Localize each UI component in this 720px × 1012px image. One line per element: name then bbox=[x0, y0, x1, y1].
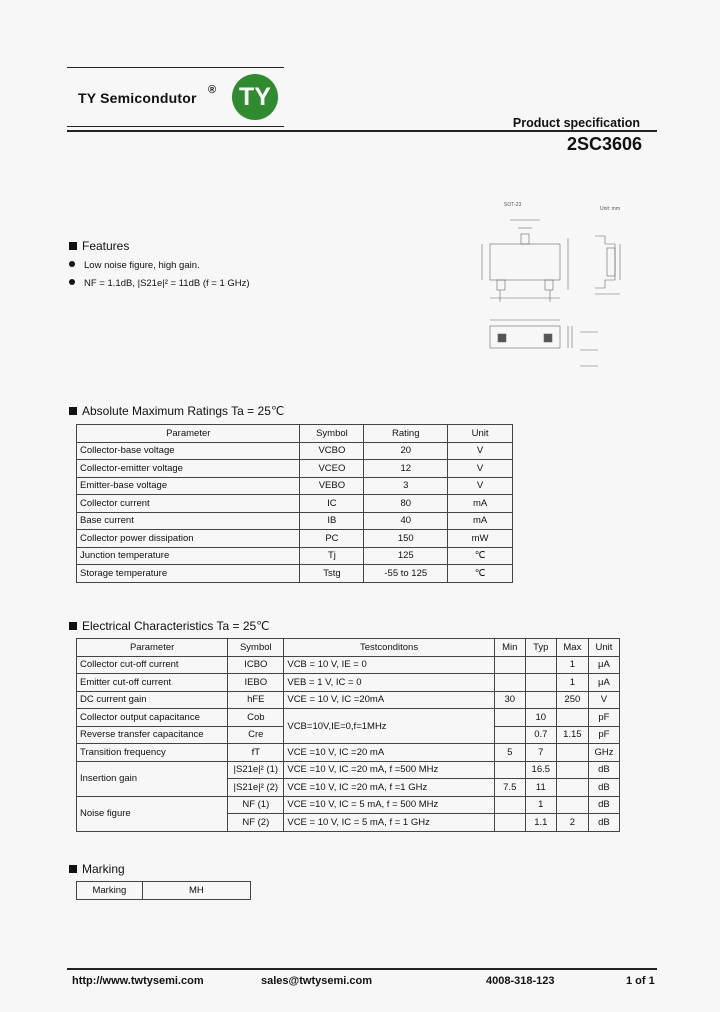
column-header: Typ bbox=[525, 639, 556, 657]
symbol-cell: Cre bbox=[228, 726, 284, 744]
bullet-icon bbox=[69, 279, 75, 285]
column-header: Unit bbox=[588, 639, 619, 657]
marking-table bbox=[76, 881, 251, 900]
symbol-cell: NF (2) bbox=[228, 814, 284, 832]
column-header: Min bbox=[494, 639, 525, 657]
marking-value: MH bbox=[142, 882, 250, 900]
package-name: SOT-23 bbox=[504, 202, 522, 208]
min-cell bbox=[494, 814, 525, 832]
typ-cell: 11 bbox=[525, 779, 556, 797]
condition-cell: VCE =10 V, IC =20 mA, f =500 MHz bbox=[284, 761, 494, 779]
column-header: Rating bbox=[364, 425, 448, 443]
max-cell bbox=[556, 761, 588, 779]
max-cell bbox=[556, 744, 588, 762]
table-row bbox=[77, 512, 513, 530]
min-cell bbox=[494, 656, 525, 674]
unit-cell: mW bbox=[448, 530, 513, 548]
table-row bbox=[77, 477, 513, 495]
parameter-cell: Collector cut-off current bbox=[77, 656, 228, 674]
table-row bbox=[77, 442, 513, 460]
table-row bbox=[77, 656, 620, 674]
package-outline-drawing bbox=[470, 198, 635, 388]
footer-email-link[interactable]: sales@twtysemi.com bbox=[261, 975, 372, 987]
symbol-cell: Tj bbox=[300, 547, 364, 565]
min-cell bbox=[494, 709, 525, 727]
table-row bbox=[77, 761, 620, 779]
spec-label: Product specification bbox=[512, 116, 640, 130]
symbol-cell: hFE bbox=[228, 691, 284, 709]
footer-url-link[interactable]: http://www.twtysemi.com bbox=[72, 975, 204, 987]
section-square-icon bbox=[69, 622, 77, 630]
column-header: Max bbox=[556, 639, 588, 657]
symbol-cell: VEBO bbox=[300, 477, 364, 495]
typ-cell bbox=[525, 656, 556, 674]
parameter-cell: Reverse transfer capacitance bbox=[77, 726, 228, 744]
rating-cell: 125 bbox=[364, 547, 448, 565]
feature-item: Low noise figure, high gain. bbox=[69, 260, 200, 271]
brand-name: TY Semicondutor bbox=[78, 90, 197, 106]
footer-phone: 4008-318-123 bbox=[486, 975, 555, 987]
symbol-cell: IC bbox=[300, 495, 364, 513]
condition-cell: VCB=10V,IE=0,f=1MHz bbox=[284, 709, 494, 744]
rating-cell: 12 bbox=[364, 460, 448, 478]
parameter-cell: Base current bbox=[77, 512, 300, 530]
min-cell bbox=[494, 796, 525, 814]
unit-cell: μA bbox=[588, 674, 619, 692]
typ-cell: 1.1 bbox=[525, 814, 556, 832]
unit-cell: GHz bbox=[588, 744, 619, 762]
column-header: Parameter bbox=[77, 425, 300, 443]
symbol-cell: VCEO bbox=[300, 460, 364, 478]
symbol-cell: IB bbox=[300, 512, 364, 530]
feature-item: NF = 1.1dB, |S21e|² = 11dB (f = 1 GHz) bbox=[69, 278, 250, 289]
unit-cell: pF bbox=[588, 709, 619, 727]
unit-cell: mA bbox=[448, 495, 513, 513]
marking-label: Marking bbox=[77, 882, 143, 900]
rating-cell: 80 bbox=[364, 495, 448, 513]
condition-cell: VCE = 10 V, IC = 5 mA, f = 1 GHz bbox=[284, 814, 494, 832]
table-row bbox=[77, 691, 620, 709]
parameter-cell: Insertion gain bbox=[77, 761, 228, 796]
unit-cell: V bbox=[448, 477, 513, 495]
column-header: Symbol bbox=[228, 639, 284, 657]
min-cell bbox=[494, 674, 525, 692]
typ-cell: 16.5 bbox=[525, 761, 556, 779]
min-cell bbox=[494, 726, 525, 744]
max-cell: 2 bbox=[556, 814, 588, 832]
symbol-cell: IEBO bbox=[228, 674, 284, 692]
max-cell bbox=[556, 796, 588, 814]
unit-cell: pF bbox=[588, 726, 619, 744]
table-row bbox=[77, 495, 513, 513]
table-row bbox=[77, 674, 620, 692]
min-cell bbox=[494, 761, 525, 779]
condition-cell: VCE = 10 V, IC =20mA bbox=[284, 691, 494, 709]
rating-cell: -55 to 125 bbox=[364, 565, 448, 583]
min-cell: 7.5 bbox=[494, 779, 525, 797]
table-row bbox=[77, 460, 513, 478]
symbol-cell: fT bbox=[228, 744, 284, 762]
typ-cell bbox=[525, 691, 556, 709]
rating-cell: 150 bbox=[364, 530, 448, 548]
symbol-cell: |S21e|² (2) bbox=[228, 779, 284, 797]
registered-mark: ® bbox=[208, 84, 217, 96]
parameter-cell: Collector power dissipation bbox=[77, 530, 300, 548]
abs-max-table bbox=[76, 424, 513, 583]
unit-cell: dB bbox=[588, 814, 619, 832]
unit-cell: ℃ bbox=[448, 565, 513, 583]
parameter-cell: Collector current bbox=[77, 495, 300, 513]
max-cell bbox=[556, 709, 588, 727]
parameter-cell: Junction temperature bbox=[77, 547, 300, 565]
unit-cell: mA bbox=[448, 512, 513, 530]
unit-cell: dB bbox=[588, 796, 619, 814]
symbol-cell: VCBO bbox=[300, 442, 364, 460]
elec-heading: Electrical Characteristics Ta = 25℃ bbox=[69, 619, 270, 633]
condition-cell: VCE =10 V, IC = 5 mA, f = 500 MHz bbox=[284, 796, 494, 814]
max-cell: 250 bbox=[556, 691, 588, 709]
parameter-cell: Emitter-base voltage bbox=[77, 477, 300, 495]
typ-cell: 10 bbox=[525, 709, 556, 727]
rating-cell: 3 bbox=[364, 477, 448, 495]
features-heading: Features bbox=[69, 239, 129, 253]
rating-cell: 40 bbox=[364, 512, 448, 530]
symbol-cell: ICBO bbox=[228, 656, 284, 674]
parameter-cell: Transition frequency bbox=[77, 744, 228, 762]
unit-cell: ℃ bbox=[448, 547, 513, 565]
table-row bbox=[77, 547, 513, 565]
table-row bbox=[77, 530, 513, 548]
column-header: Testconditons bbox=[284, 639, 494, 657]
unit-cell: V bbox=[588, 691, 619, 709]
parameter-cell: Storage temperature bbox=[77, 565, 300, 583]
unit-cell: V bbox=[448, 442, 513, 460]
condition-cell: VEB = 1 V, IC = 0 bbox=[284, 674, 494, 692]
part-number: 2SC3606 bbox=[566, 134, 642, 154]
unit-cell: dB bbox=[588, 761, 619, 779]
min-cell: 30 bbox=[494, 691, 525, 709]
column-header: Parameter bbox=[77, 639, 228, 657]
symbol-cell: Cob bbox=[228, 709, 284, 727]
abs-max-heading: Absolute Maximum Ratings Ta = 25℃ bbox=[69, 404, 284, 418]
parameter-cell: Noise figure bbox=[77, 796, 228, 831]
bullet-icon bbox=[69, 261, 75, 267]
min-cell: 5 bbox=[494, 744, 525, 762]
typ-cell: 0.7 bbox=[525, 726, 556, 744]
parameter-cell: Emitter cut-off current bbox=[77, 674, 228, 692]
column-header: Unit bbox=[448, 425, 513, 443]
unit-cell: V bbox=[448, 460, 513, 478]
parameter-cell: Collector output capacitance bbox=[77, 709, 228, 727]
typ-cell bbox=[525, 674, 556, 692]
unit-cell: dB bbox=[588, 779, 619, 797]
section-square-icon bbox=[69, 865, 77, 873]
max-cell: 1 bbox=[556, 674, 588, 692]
section-square-icon bbox=[69, 407, 77, 415]
symbol-cell: Tstg bbox=[300, 565, 364, 583]
parameter-cell: DC current gain bbox=[77, 691, 228, 709]
package-unit-label: Unit: mm bbox=[600, 206, 620, 212]
table-row bbox=[77, 744, 620, 762]
condition-cell: VCE =10 V, IC =20 mA bbox=[284, 744, 494, 762]
max-cell: 1.15 bbox=[556, 726, 588, 744]
column-header: Symbol bbox=[300, 425, 364, 443]
max-cell: 1 bbox=[556, 656, 588, 674]
table-row bbox=[77, 565, 513, 583]
symbol-cell: NF (1) bbox=[228, 796, 284, 814]
ty-logo: TY bbox=[232, 74, 278, 120]
max-cell bbox=[556, 779, 588, 797]
symbol-cell: PC bbox=[300, 530, 364, 548]
parameter-cell: Collector-base voltage bbox=[77, 442, 300, 460]
typ-cell: 7 bbox=[525, 744, 556, 762]
symbol-cell: |S21e|² (1) bbox=[228, 761, 284, 779]
footer-page-number: 1 of 1 bbox=[626, 975, 655, 987]
section-square-icon bbox=[69, 242, 77, 250]
elec-table bbox=[76, 638, 620, 832]
condition-cell: VCE =10 V, IC =20 mA, f =1 GHz bbox=[284, 779, 494, 797]
condition-cell: VCB = 10 V, IE = 0 bbox=[284, 656, 494, 674]
typ-cell: 1 bbox=[525, 796, 556, 814]
unit-cell: μA bbox=[588, 656, 619, 674]
table-row bbox=[77, 709, 620, 727]
rating-cell: 20 bbox=[364, 442, 448, 460]
table-row bbox=[77, 796, 620, 814]
parameter-cell: Collector-emitter voltage bbox=[77, 460, 300, 478]
marking-heading: Marking bbox=[69, 862, 125, 876]
